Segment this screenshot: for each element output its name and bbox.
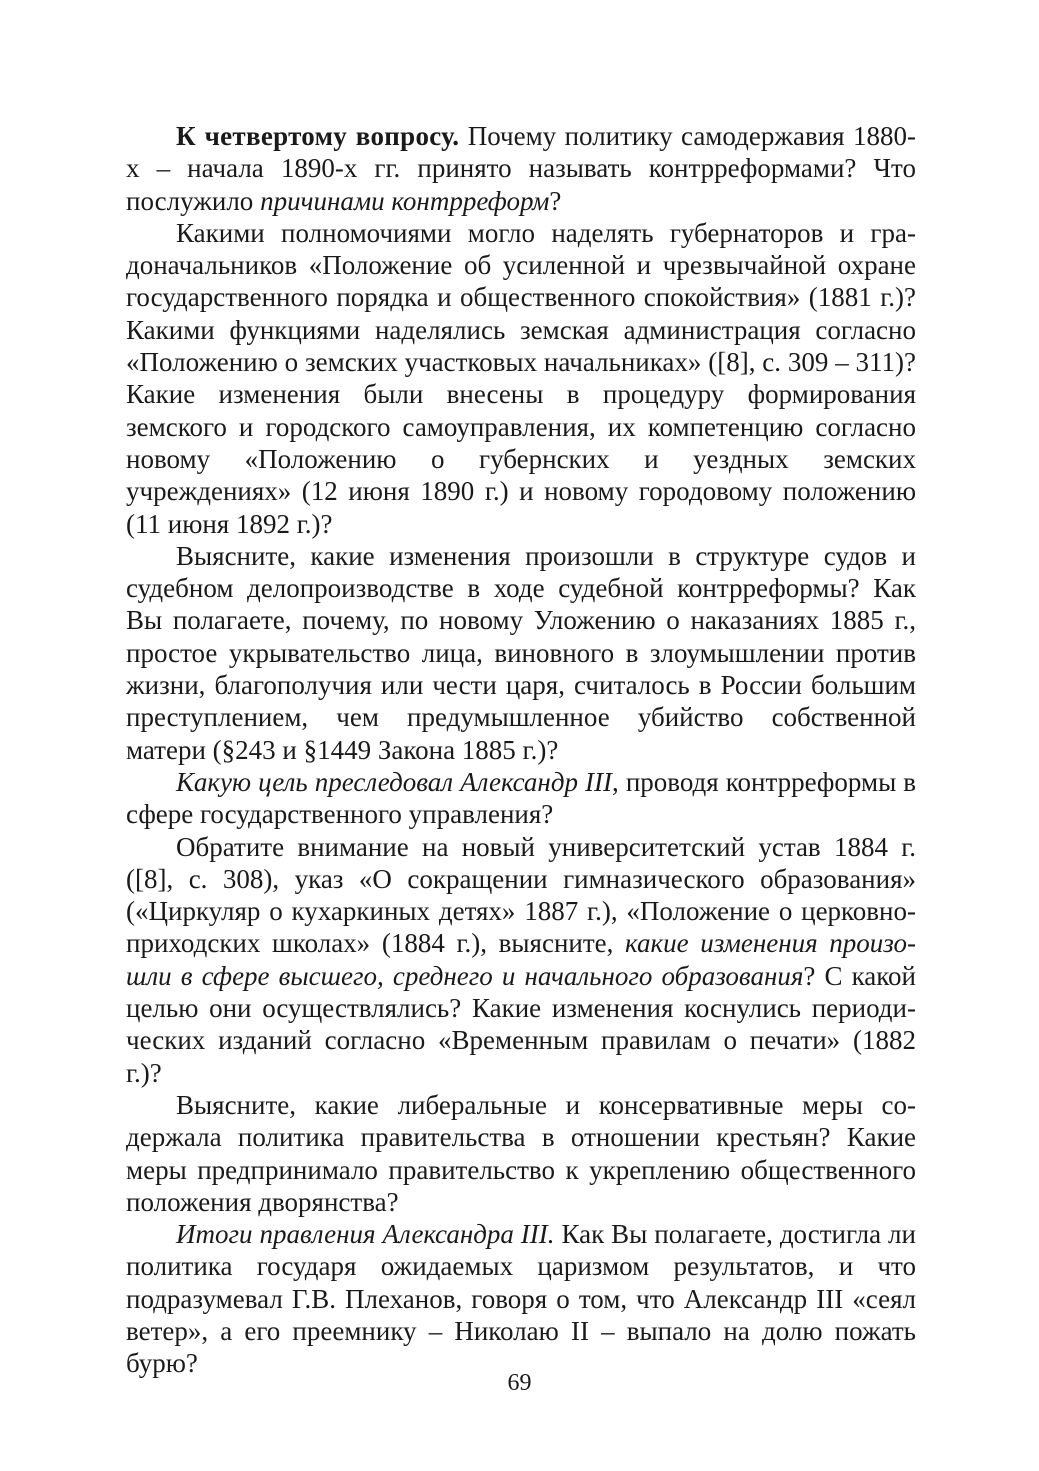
section-heading: К четвертому вопросу. — [176, 121, 460, 151]
page-number: 69 — [507, 1370, 532, 1396]
paragraph-4 — [126, 766, 916, 831]
emphasis-run: причинами контрреформ — [260, 185, 550, 216]
emphasis-run: какие изменения произошли в сфере высшего, среднего и начального образования — [126, 928, 916, 991]
paragraph-3 — [126, 540, 916, 766]
paragraph-1 — [126, 120, 916, 217]
paragraph-7 — [126, 1218, 916, 1379]
document-body — [126, 120, 916, 1380]
paragraph-5 — [126, 831, 916, 1089]
paragraph-2 — [126, 217, 916, 540]
text-run: Как Вы полагаете, достигла ли политика государя ожидаемых царизмом результатов, и что подразумевал Г.В. Плеханов, говоря о том, что Александр III «сеял ветер», а его преемнику – Николаю II – выпало на долю пожать бурю? — [126, 1219, 916, 1379]
paragraph-6 — [126, 1089, 916, 1218]
emphasis-run: Какую цель преследовал Александр III — [176, 766, 613, 797]
text-run: ? С какой целью они осуществлялись? Какие изменения коснулись периодических изданий согласно «Временным правилам о печати» (1882 г.)? — [126, 960, 916, 1088]
text-run: Обратите внимание на новый университетский устав 1884 г. ([8], с. 308), указ «О сокращении гимназического образования» («Циркуляр о кухаркиных детях» 1887 г.), «Положение о церковно-приходских школах» (1884 г.), выясните, — [126, 831, 916, 959]
text-run: Выясните, какие изменения произошли в структуре судов и судебном делопроизводстве в ходе судебной контрреформы? Как Вы полагаете, почему, по новому Уложению о наказаниях 1885 г., простое укрывательство лица, виновного в злоумышлении против жизни, благополучия или чести царя, считалось в России большим преступлением, чем предумышленное убийство собственной матери (§243 и §1449 Закона 1885 г.)? — [126, 540, 916, 765]
text-run: Почему политику самодержавия 1880-х – начала 1890-х гг. принято называть контрреформами? Что послужило — [126, 121, 916, 216]
text-run: , проводя контрреформы в сфере государственного управления? — [126, 766, 917, 830]
text-run: ? — [549, 185, 562, 216]
emphasis-run: Итоги правления Александра III. — [176, 1219, 555, 1250]
text-run: Какими полномочиями могло наделять губернаторов и градоначальников «Положение об усиленной и чрезвычайной охране государственного порядка и общественного спокойствия» (1881 г.)? Какими функциями наделялись земская администрация согласно «Положению о земских участковых начальниках» ([8], с. 309 – 311)? Какие изменения были внесены в процедуру формирования земского и городского самоуправления, их компетенцию согласно новому «Положению о губернских и уездных земских учреждениях» (12 июня 1890 г.) и новому городовому положению (11 июня 1892 г.)? — [126, 217, 916, 539]
text-run: Выясните, какие либеральные и консервативные меры содержала политика правительства в отношении крестьян? Какие меры предпринимало правительство к укреплению общественного положения дворянства? — [126, 1089, 916, 1217]
